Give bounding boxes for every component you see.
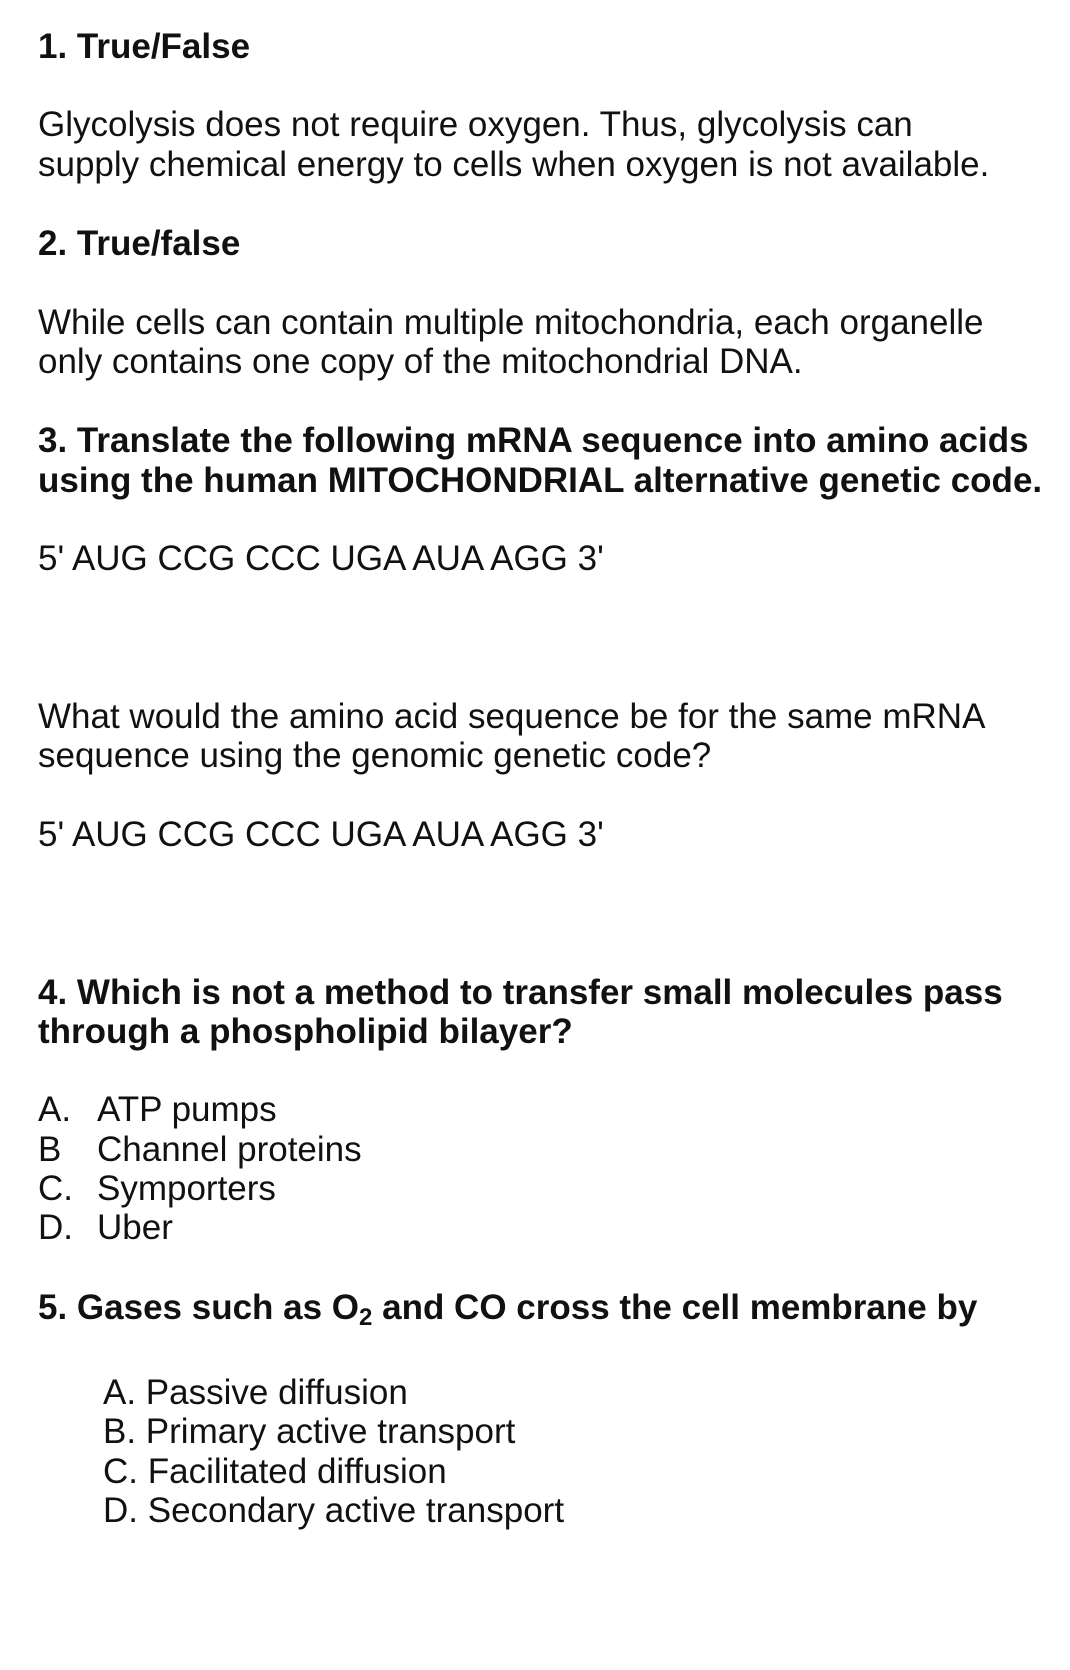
option-letter: A. xyxy=(38,1090,72,1129)
option-text: Symporters xyxy=(97,1169,276,1208)
question-2-text-line-1: While cells can contain multiple mitochondria, each organelle xyxy=(38,303,984,342)
question-1-heading: 1. True/False xyxy=(38,27,251,66)
question-3-sub-line-1: What would the amino acid sequence be for the same mRNA xyxy=(38,697,986,736)
mrna-sequence-1: 5' AUG CCG CCC UGA AUA AGG 3' xyxy=(38,539,604,578)
question-5-heading-post: and CO cross the cell membrane by xyxy=(372,1288,978,1327)
option-text: Uber xyxy=(97,1208,173,1247)
question-3-heading-line-1: 3. Translate the following mRNA sequence into amino acids xyxy=(38,421,1029,460)
option-a: A. Passive diffusion xyxy=(103,1373,408,1412)
option-letter: B xyxy=(38,1130,62,1169)
question-2-text-line-2: only contains one copy of the mitochondrial DNA. xyxy=(38,342,803,381)
question-5-heading-pre: 5. Gases such as O xyxy=(38,1288,360,1327)
question-4-heading-line-2: through a phospholipid bilayer? xyxy=(38,1012,573,1051)
question-1-text-line-1: Glycolysis does not require oxygen. Thus, glycolysis can xyxy=(38,105,913,144)
option-letter: C. xyxy=(38,1169,73,1208)
question-5-heading xyxy=(38,1287,977,1329)
option-letter: D. xyxy=(38,1208,73,1247)
question-1-text-line-2: supply chemical energy to cells when oxygen is not available. xyxy=(38,145,990,184)
option-d: D. Secondary active transport xyxy=(103,1491,565,1530)
option-text: ATP pumps xyxy=(97,1090,277,1129)
question-2-heading: 2. True/false xyxy=(38,224,241,263)
option-b: B. Primary active transport xyxy=(103,1412,516,1451)
subscript-2: 2 xyxy=(359,1304,373,1331)
question-3-heading-line-2: using the human MITOCHONDRIAL alternative genetic code. xyxy=(38,461,1043,500)
option-c: C. Facilitated diffusion xyxy=(103,1452,447,1491)
mrna-sequence-2: 5' AUG CCG CCC UGA AUA AGG 3' xyxy=(38,815,604,854)
option-text: Channel proteins xyxy=(97,1130,362,1169)
question-4-heading-line-1: 4. Which is not a method to transfer small molecules pass xyxy=(38,973,1003,1012)
question-3-sub-line-2: sequence using the genomic genetic code? xyxy=(38,736,712,775)
